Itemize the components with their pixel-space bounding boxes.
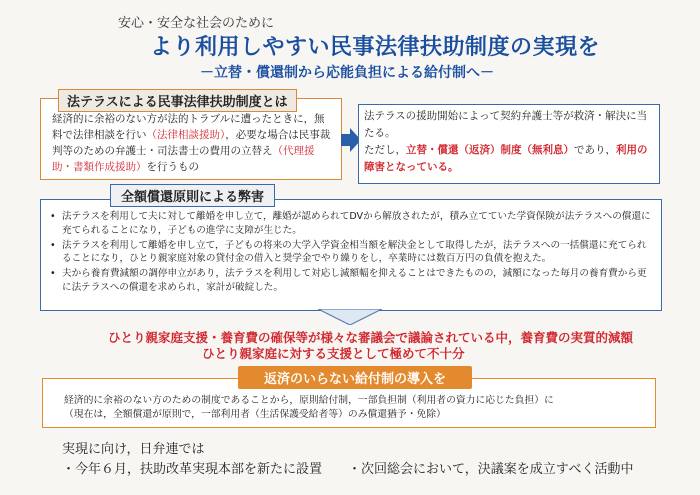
consequence-text-a: ただし，	[364, 144, 406, 156]
current-system-heading: 法テラスによる民事法律扶助制度とは	[58, 89, 297, 112]
repayment-system-text: 立替・償還（返済）制度（無利息）	[406, 144, 574, 156]
consequence-text-b: であり，	[574, 144, 616, 156]
footer-intro: 実現に向け，日弁連では	[62, 442, 205, 457]
current-system-text-3: を行うもの	[146, 161, 199, 173]
down-arrow-icon	[318, 309, 382, 325]
conclusion-line-1: ひとり親家庭支援・養育費の確保等が様々な審議会で議論されている中，養育費の実質的減額	[108, 330, 634, 345]
harms-heading: 全額償還原則による弊害	[110, 184, 275, 207]
footer-item-2: ・次回総会において，決議案を成立すべく活動中	[348, 462, 634, 477]
proposal-text	[64, 394, 652, 422]
page-subtitle: －立替・償還制から応能負担による給付制へ－	[200, 65, 494, 81]
footer-item-1: ・今年６月，扶助改革実現本部を新たに設置	[62, 462, 323, 477]
proposal-heading: 返済のいらない給付制の導入を	[238, 366, 472, 389]
pre-title: 安心・安全な社会のために	[118, 16, 275, 31]
proposal-line-2: （現在は，全額償還が原則で，一部利用者（生活保護受給者等）のみ償還猶予・免除）	[64, 409, 446, 420]
obstacle-text: 利用の障害となっている。	[364, 144, 648, 173]
current-system-text-1: 経済的に余裕のない方が法的トラブルに遭ったときに，無料で法律相談を行い	[52, 113, 325, 141]
list-item: • 夫から養育費減額の調停申立があり，法テラスを利用して対応し減額幅を抑えることはできたものの，減額になった毎月の養育費から更に法テラスへの償還を求められ，家計が破綻した。	[48, 267, 654, 295]
list-item: • 法テラスを利用して夫に対して離婚を申し立て，離婚が認められてDVから解放されたが，積み立てていた学資保険が法テラスへの償還に充てられることになり，子どもの進学に支障が生じた。	[48, 210, 654, 238]
conclusion-line-2: ひとり親家庭に対する支援として極めて不十分	[202, 346, 465, 361]
current-system-text-2: ，必要な場合は民事裁判等のための弁護士・司法書士の費用の立替え	[52, 129, 331, 157]
consequence-line-1: 法テラスの援助開始によって契約弁護士等が救済・解決に当たる。	[364, 110, 648, 139]
legal-consultation-aid: （法律相談援助）	[146, 129, 226, 141]
representation-aid: （代理援助・書類作成援助）	[52, 145, 315, 173]
proposal-line-1: 経済的に余裕のない方のための制度であることから，原則給付制，一部負担制（利用者の資力に応じた負担）に	[64, 395, 554, 406]
harms-list	[48, 210, 654, 296]
consequence-text	[364, 108, 654, 176]
consequence-line-2	[364, 142, 654, 176]
page-title: より利用しやすい民事法律扶助制度の実現を	[150, 35, 601, 60]
list-item: • 法テラスを利用して離婚を申し立て，子どもの将来の大学入学資金相当額を解決金として取得したが，法テラスへの一括償還に充てられることになり，ひとり親家庭対象の貸付金の借入と奨学金でやり繰りをし，卒業時には数百万円の負債を抱えた。	[48, 239, 654, 267]
current-system-text	[52, 111, 334, 175]
